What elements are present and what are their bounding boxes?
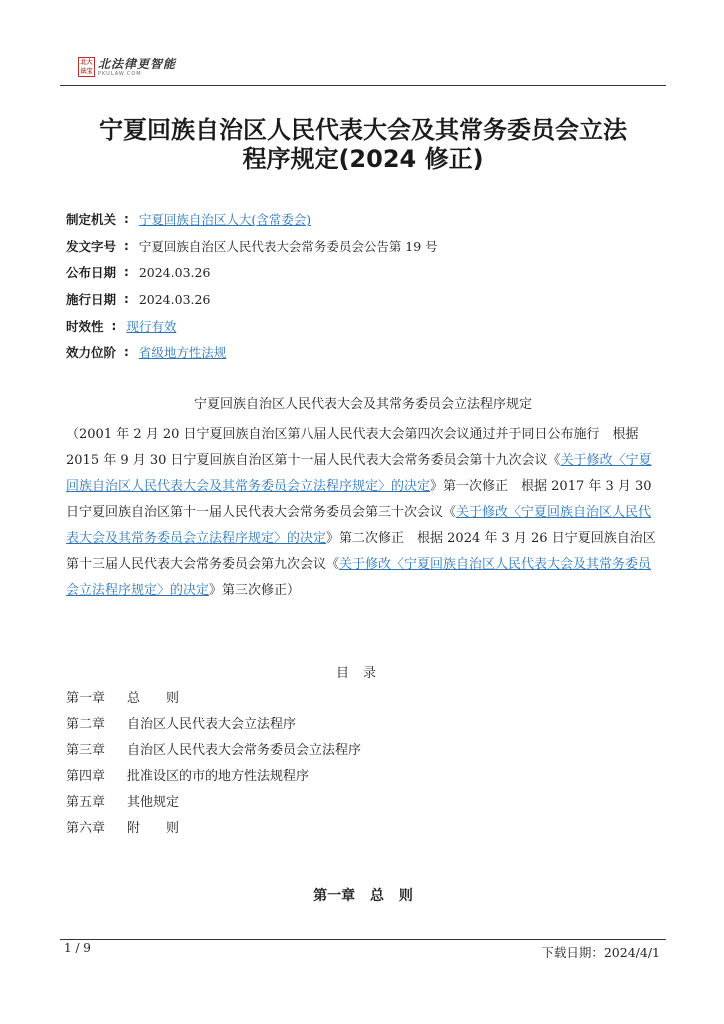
meta-colon: : bbox=[124, 345, 129, 360]
meta-colon: : bbox=[124, 238, 129, 253]
toc-chapter-name: 自治区人民代表大会常务委员会立法程序 bbox=[127, 743, 362, 758]
amendment-decision-link-2[interactable]: 关于修改〈宁夏回族自治区人民代表大会及其常务委员会立法程序规定〉的决定 bbox=[66, 505, 652, 546]
meta-label: 发文字号 bbox=[66, 238, 117, 254]
meta-row-level bbox=[66, 339, 438, 366]
meta-value: 2024.03.26 bbox=[138, 264, 211, 280]
meta-colon: : bbox=[124, 212, 129, 227]
toc-chapter-name: 批准设区的市的地方性法规程序 bbox=[127, 769, 310, 784]
meta-label: 时效性 bbox=[66, 318, 104, 334]
amendment-decision-link-3[interactable]: 关于修改〈宁夏回族自治区人民代表大会及其常务委员会立法程序规定〉的决定 bbox=[66, 557, 652, 598]
validity-link[interactable]: 现行有效 bbox=[126, 318, 177, 334]
document-title-line2: 程序规定(2024 修正) bbox=[242, 145, 484, 173]
footer-divider bbox=[60, 939, 666, 940]
issuer-link[interactable]: 宁夏回族自治区人大(含常委会) bbox=[138, 212, 312, 228]
toc-chapter-number: 第五章 bbox=[66, 795, 106, 810]
level-link[interactable]: 省级地方性法规 bbox=[138, 345, 227, 361]
meta-label: 公布日期 bbox=[66, 265, 117, 281]
meta-value: 宁夏回族自治区人民代表大会常务委员会公告第 19 号 bbox=[138, 238, 438, 254]
meta-label: 施行日期 bbox=[66, 292, 117, 308]
toc-chapter-name: 附 则 bbox=[127, 821, 180, 836]
document-title-line1: 宁夏回族自治区人民代表大会及其常务委员会立法 bbox=[99, 116, 627, 144]
preamble-text: （2001 年 2 月 20 日宁夏回族自治区第八届人民代表大会第四次会议通过并于同日公布施行 根据 2015 年 9 月 30 日宁夏回族自治区第十一届人民代表大会常务委员会第十九次会议《 bbox=[66, 427, 639, 468]
preamble bbox=[66, 422, 664, 604]
toc-chapter-number: 第三章 bbox=[66, 743, 106, 758]
toc-title: 目录 bbox=[335, 666, 390, 681]
logo-seal-text: 北大法宝 bbox=[80, 59, 93, 75]
meta-value: 2024.03.26 bbox=[138, 291, 211, 307]
preamble-text: 》第一次修正 根据 2017 年 3 月 30 日宁夏回族自治区第十一届人民代表大会常务委员会第三十次会议《 bbox=[66, 479, 652, 520]
meta-row-doc-number bbox=[66, 233, 438, 260]
toc-chapter-name: 其他规定 bbox=[127, 795, 180, 810]
toc-chapter-name: 总 则 bbox=[127, 691, 180, 706]
header-divider bbox=[60, 85, 666, 86]
law-heading: 宁夏回族自治区人民代表大会及其常务委员会立法程序规定 bbox=[193, 397, 532, 412]
toc-item bbox=[66, 816, 361, 842]
table-of-contents bbox=[66, 686, 361, 842]
pkulaw-logo bbox=[78, 57, 176, 77]
logo-text bbox=[98, 58, 176, 77]
toc-item bbox=[66, 686, 361, 712]
chapter-heading: 第一章 总 则 bbox=[313, 888, 413, 904]
meta-row-validity bbox=[66, 312, 438, 339]
page-number: 1 / 9 bbox=[64, 941, 91, 955]
toc-chapter-number: 第二章 bbox=[66, 717, 106, 732]
toc-chapter-name: 自治区人民代表大会立法程序 bbox=[127, 717, 297, 732]
meta-colon: : bbox=[124, 292, 129, 307]
meta-row-issuer bbox=[66, 206, 438, 233]
metadata-list bbox=[66, 206, 438, 366]
logo-name: 北法律更智能 bbox=[98, 56, 177, 71]
download-date: 下载日期：2024/4/1 bbox=[541, 945, 660, 960]
toc-item bbox=[66, 738, 361, 764]
preamble-text: 》第二次修正 根据 2024 年 3 月 26 日宁夏回族自治区第十三届人民代表大会常务委员会第九次会议《 bbox=[66, 531, 656, 572]
amendment-decision-link-1[interactable]: 关于修改〈宁夏回族自治区人民代表大会及其常务委员会立法程序规定〉的决定 bbox=[66, 453, 652, 494]
toc-chapter-number: 第四章 bbox=[66, 769, 106, 784]
meta-label: 效力位阶 bbox=[66, 345, 117, 361]
document-title bbox=[60, 116, 666, 174]
meta-colon: : bbox=[124, 265, 129, 280]
toc-item bbox=[66, 764, 361, 790]
toc-item bbox=[66, 790, 361, 816]
logo-url: PKULAW.COM bbox=[98, 70, 142, 77]
preamble-text: 》第三次修正） bbox=[209, 583, 301, 598]
meta-colon: : bbox=[111, 318, 117, 333]
meta-label: 制定机关 bbox=[66, 212, 117, 228]
toc-chapter-number: 第一章 bbox=[66, 691, 106, 706]
logo-seal-icon bbox=[78, 57, 95, 77]
toc-item bbox=[66, 712, 361, 738]
toc-chapter-number: 第六章 bbox=[66, 821, 106, 836]
meta-row-effective-date bbox=[66, 286, 438, 313]
meta-row-publish-date bbox=[66, 259, 438, 286]
